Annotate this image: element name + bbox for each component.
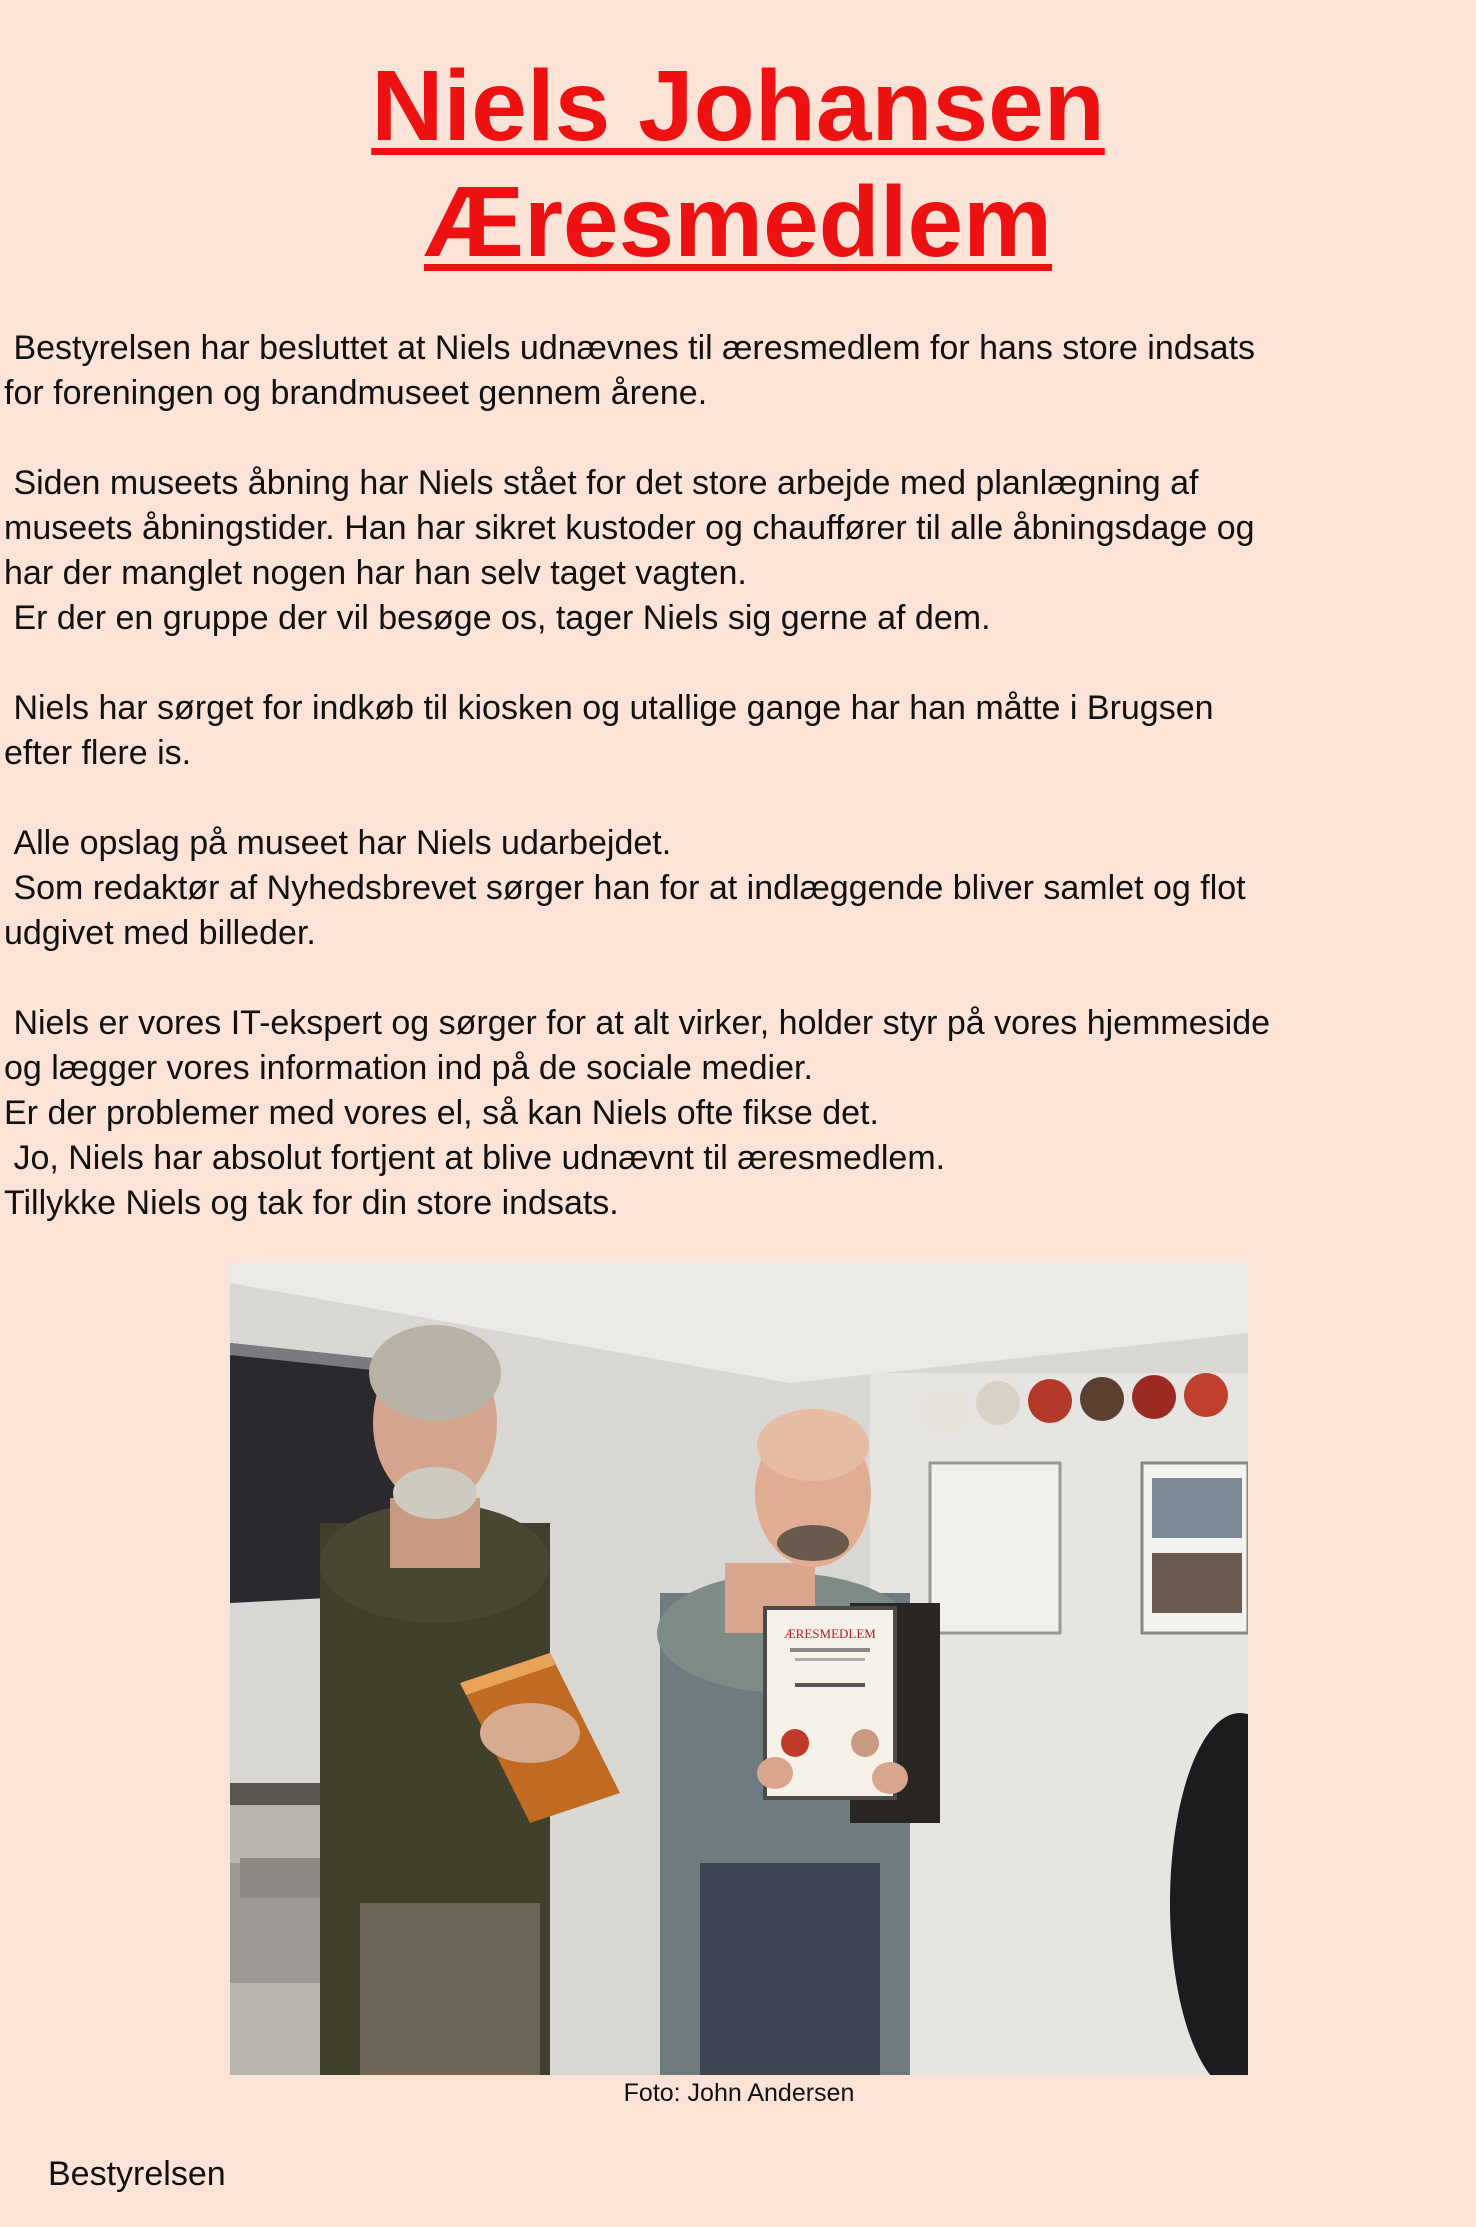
photo-caption: Foto: John Andersen: [623, 2079, 855, 2107]
title-subtitle: Æresmedlem: [423, 166, 1053, 278]
paragraph-line: Tillykke Niels og tak for din store indsats.: [4, 1184, 619, 1222]
article-body: [4, 326, 1466, 1226]
paragraph-line: Bestyrelsen har besluttet at Niels udnævnes til æresmedlem for hans store indsats: [4, 329, 1256, 367]
page-title: [0, 48, 1476, 280]
signature: Bestyrelsen: [48, 2155, 226, 2193]
title-name: Niels Johansen: [371, 50, 1105, 162]
paragraph-line: museets åbningstider. Han har sikret kustoder og chauffører til alle åbningsdage og: [4, 509, 1255, 547]
award-photo: [230, 1263, 1248, 2075]
paragraph-line: Niels er vores IT-ekspert og sørger for at alt virker, holder styr på vores hjemmeside: [4, 1004, 1271, 1042]
paragraph-line: udgivet med billeder.: [4, 914, 316, 952]
paragraph-line: Alle opslag på museet har Niels udarbejdet.: [4, 824, 672, 862]
paragraph-line: efter flere is.: [4, 734, 192, 772]
paragraph-line: Siden museets åbning har Niels stået for det store arbejde med planlægning af: [4, 464, 1199, 502]
paragraph-line: Jo, Niels har absolut fortjent at blive udnævnt til æresmedlem.: [4, 1139, 946, 1177]
paragraph-line: Niels har sørget for indkøb til kiosken og utallige gange har han måtte i Brugsen: [4, 689, 1214, 727]
paragraph-line: og lægger vores information ind på de sociale medier.: [4, 1049, 813, 1087]
certificate-heading: ÆRESMEDLEM: [784, 1626, 876, 1641]
paragraph-line: Som redaktør af Nyhedsbrevet sørger han for at indlæggende bliver samlet og flot: [4, 869, 1246, 907]
paragraph-line: Er der en gruppe der vil besøge os, tager Niels sig gerne af dem.: [4, 599, 991, 637]
paragraph-line: har der manglet nogen har han selv taget vagten.: [4, 554, 747, 592]
paragraph-line: for foreningen og brandmuseet gennem årene.: [4, 374, 708, 412]
paragraph-line: Er der problemer med vores el, så kan Niels ofte fikse det.: [4, 1094, 879, 1132]
